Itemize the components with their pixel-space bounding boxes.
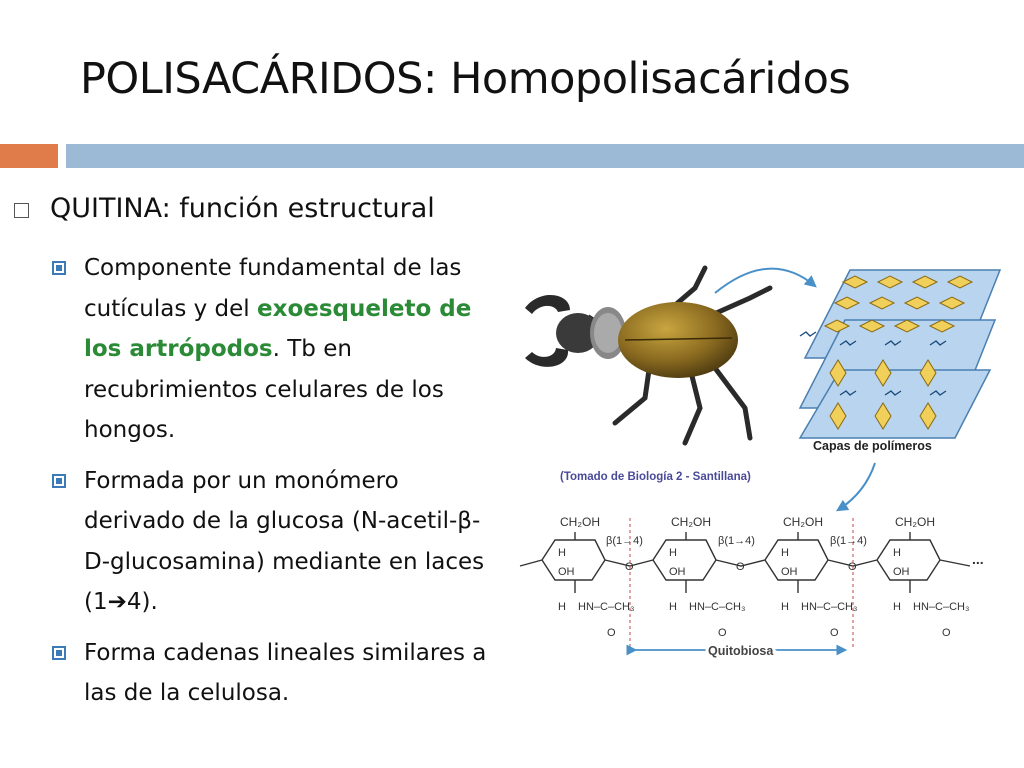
page-title: POLISACÁRIDOS: Homopolisacáridos xyxy=(80,54,851,104)
beta-link-label: β(1→4) xyxy=(606,535,643,547)
bullet-marker-icon xyxy=(52,248,84,451)
o-label: O xyxy=(830,627,839,639)
o-label: O xyxy=(607,627,616,639)
oh-label: OH xyxy=(781,566,798,578)
accent-bar-blue xyxy=(66,144,1024,168)
h-label: H xyxy=(558,547,566,559)
polymer-layers xyxy=(800,270,1000,438)
h-label: H xyxy=(893,547,901,559)
bullet-list xyxy=(52,248,492,724)
bullet-item xyxy=(52,633,492,714)
amide-label: HN–C–CH₃ xyxy=(578,601,635,613)
bullet-marker-icon xyxy=(52,461,84,623)
o-label: O xyxy=(848,561,857,573)
h-label: H xyxy=(893,601,901,613)
beta-symbol: β xyxy=(457,508,472,534)
ch2oh-label: CH₂OH xyxy=(895,515,935,529)
heading-text: QUITINA: función estructural xyxy=(50,193,435,224)
ch2oh-label: CH₂OH xyxy=(560,515,600,529)
bullet-text xyxy=(84,248,492,451)
chitin-chain xyxy=(520,515,984,648)
bullet-text xyxy=(84,461,492,623)
arrow-to-chain xyxy=(838,463,875,510)
o-label: O xyxy=(625,561,634,573)
ch2oh-label: CH₂OH xyxy=(671,515,711,529)
h-label: H xyxy=(669,601,677,613)
chitin-figure xyxy=(500,248,1024,668)
oh-label: OH xyxy=(558,566,575,578)
bullet-text-part: Formada por un monómero derivado de la glucosa (N-acetil- xyxy=(84,467,458,534)
bullet-text-part: Componente fundamental de las cutículas y del xyxy=(84,255,462,322)
quitobiosa-label: Quitobiosa xyxy=(708,644,774,658)
o-label: O xyxy=(718,627,727,639)
bullet-text-part: . Tb en recubrimientos celulares de los hongos. xyxy=(84,336,444,443)
o-label: O xyxy=(736,561,745,573)
amide-label: HN–C–CH₃ xyxy=(689,601,746,613)
bullet-text-part: 4). xyxy=(126,589,158,615)
amide-label: HN–C–CH₃ xyxy=(913,601,970,613)
amide-label: HN–C–CH₃ xyxy=(801,601,858,613)
oh-label: OH xyxy=(669,566,686,578)
accent-bar-orange xyxy=(0,144,58,168)
h-label: H xyxy=(781,601,789,613)
bullet-marker-icon xyxy=(52,633,84,714)
oh-label: OH xyxy=(893,566,910,578)
arrow-icon: ➔ xyxy=(107,589,127,615)
h-label: H xyxy=(669,547,677,559)
o-label: O xyxy=(942,627,951,639)
beta-link-label: β(1→4) xyxy=(830,535,867,547)
ch2oh-label: CH₂OH xyxy=(783,515,823,529)
beta-link-label: β(1→4) xyxy=(718,535,755,547)
bullet-text-part: -D-glucosamina) mediante en laces (1 xyxy=(84,508,485,615)
h-label: H xyxy=(558,601,566,613)
bullet-text: Forma cadenas lineales similares a las de la celulosa. xyxy=(84,639,487,706)
bullet-item xyxy=(52,461,492,623)
h-label: H xyxy=(781,547,789,559)
highlight-text: exoesqueleto de los artrópodos xyxy=(84,295,472,362)
chain-continuation: ... xyxy=(972,551,984,567)
bullet-item xyxy=(52,248,492,451)
square-bullet-icon xyxy=(14,203,29,218)
beetle-illustration xyxy=(525,268,770,443)
layers-caption: Capas de polímeros xyxy=(813,439,932,453)
heading-item xyxy=(14,193,435,224)
figure-source: (Tomado de Biología 2 - Santillana) xyxy=(560,471,751,483)
